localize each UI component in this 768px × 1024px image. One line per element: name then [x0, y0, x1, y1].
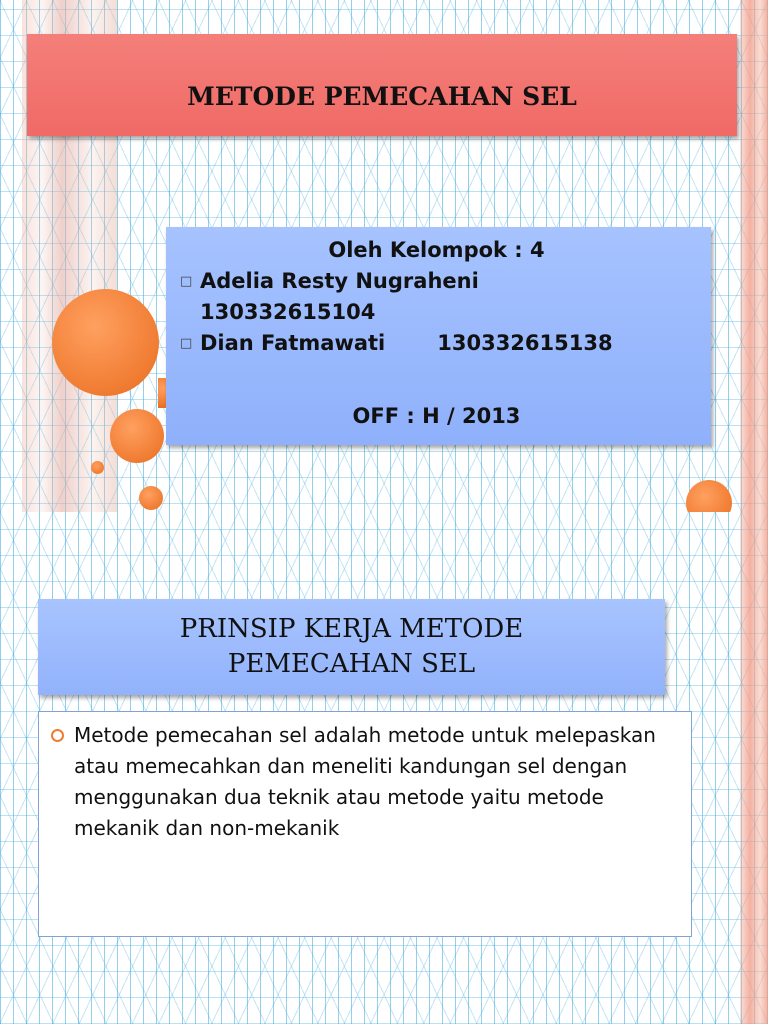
principle-title-bar — [38, 599, 665, 695]
title-bar — [27, 34, 737, 136]
decorative-circle — [110, 409, 164, 463]
decorative-circle — [139, 486, 163, 510]
member-nim: 130332615104 — [200, 300, 376, 324]
principle-title-line: PEMECAHAN SEL — [227, 649, 476, 679]
square-bullet-icon: □ — [180, 274, 193, 289]
decorative-circle — [686, 480, 732, 512]
square-bullet-icon: □ — [180, 336, 193, 351]
slide-2 — [0, 512, 768, 1024]
orange-ring-icon — [51, 729, 64, 742]
principle-title-line: PRINSIP KERJA METODE — [179, 614, 524, 644]
content-box — [38, 711, 692, 937]
class-info: OFF : H / 2013 — [352, 404, 521, 428]
decorative-circle — [52, 289, 159, 396]
member-name: Dian Fatmawati — [200, 331, 386, 355]
principle-title — [180, 612, 523, 682]
bullet-item — [51, 720, 677, 844]
decorative-circle — [91, 461, 104, 474]
member-item — [180, 328, 693, 359]
member-nim: 130332615138 — [437, 331, 613, 355]
slide-title: METODE PEMECAHAN SEL — [187, 81, 577, 111]
bullet-text: Metode pemecahan sel adalah metode untuk melepaskan atau memecahkan dan meneliti kandungan sel dengan menggunakan dua teknik atau metode yaitu metode mekanik dan non-mekanik — [74, 723, 656, 840]
member-item — [180, 266, 693, 328]
member-name: Adelia Resty Nugraheni — [200, 269, 479, 293]
author-box — [166, 227, 711, 445]
group-label: Oleh Kelompok : 4 — [328, 238, 545, 262]
